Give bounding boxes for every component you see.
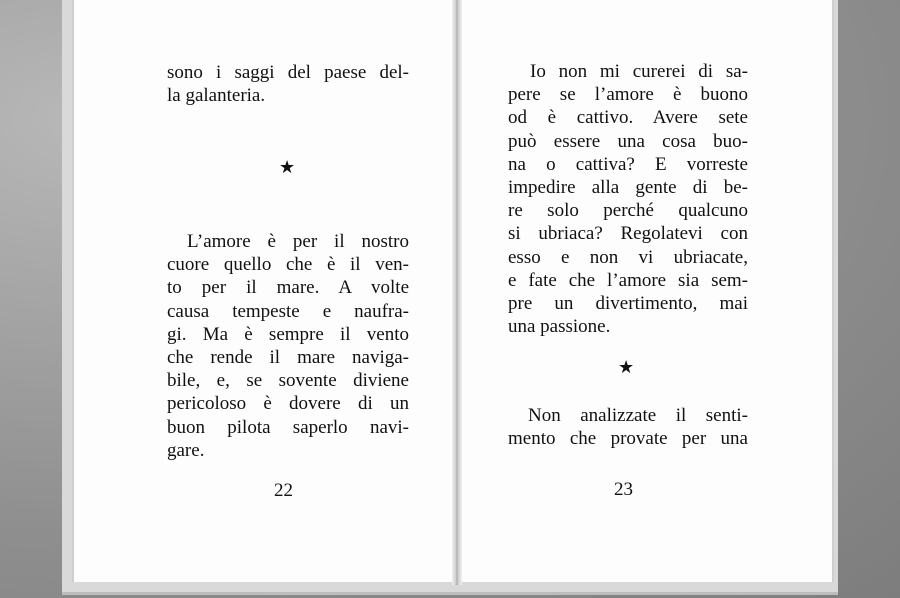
text-line: può essere una cosa buo- (508, 130, 748, 152)
text-line: Io non mi curerei di sa- (530, 61, 748, 82)
text-line: od è cattivo. Avere sete (508, 107, 748, 129)
right-bottom-text (508, 404, 748, 450)
text-line: pre un divertimento, mai (508, 293, 748, 315)
text-line: bile, e, se sovente diviene (167, 370, 409, 392)
text-line: na o cattiva? E vorreste (508, 153, 748, 175)
text-line: Non analizzate il senti- (528, 405, 748, 426)
text-line: esso e non vi ubriacate, (508, 246, 748, 268)
right-paragraph (508, 60, 748, 338)
text-line: si ubriaca? Regolatevi con (508, 223, 748, 245)
page-number-left: 22 (274, 480, 293, 501)
text-line: e fate che l’amore sia sem- (508, 269, 748, 291)
left-top-text (167, 61, 409, 107)
text-line: re solo perché qualcuno (508, 200, 748, 222)
text-line: una passione. (508, 316, 611, 338)
separator-star-icon: ★ (279, 157, 296, 177)
text-line: sono i saggi del paese del- (167, 62, 409, 83)
text-line: che rende il mare naviga- (167, 347, 409, 369)
text-line: causa tempeste e naufra- (167, 300, 409, 322)
text-line: mento che provate per una (508, 428, 748, 450)
text-line: impedire alla gente di be- (508, 177, 748, 199)
page-number-right: 23 (614, 479, 633, 500)
separator-star-icon: ★ (618, 357, 635, 377)
text-line: pericoloso è dovere di un (167, 393, 409, 415)
text-line: la galanteria. (167, 85, 266, 107)
text-line: pere se l’amore è buono (508, 84, 748, 106)
text-line: buon pilota saperlo navi- (167, 416, 409, 438)
text-line: L’amore è per il nostro (187, 231, 409, 252)
text-line: gi. Ma è sempre il vento (167, 323, 409, 345)
book-gutter (452, 0, 462, 585)
text-line: to per il mare. A volte (167, 277, 409, 299)
text-line: gare. (167, 439, 205, 461)
left-paragraph (167, 230, 409, 462)
text-line: cuore quello che è il ven- (167, 254, 409, 276)
